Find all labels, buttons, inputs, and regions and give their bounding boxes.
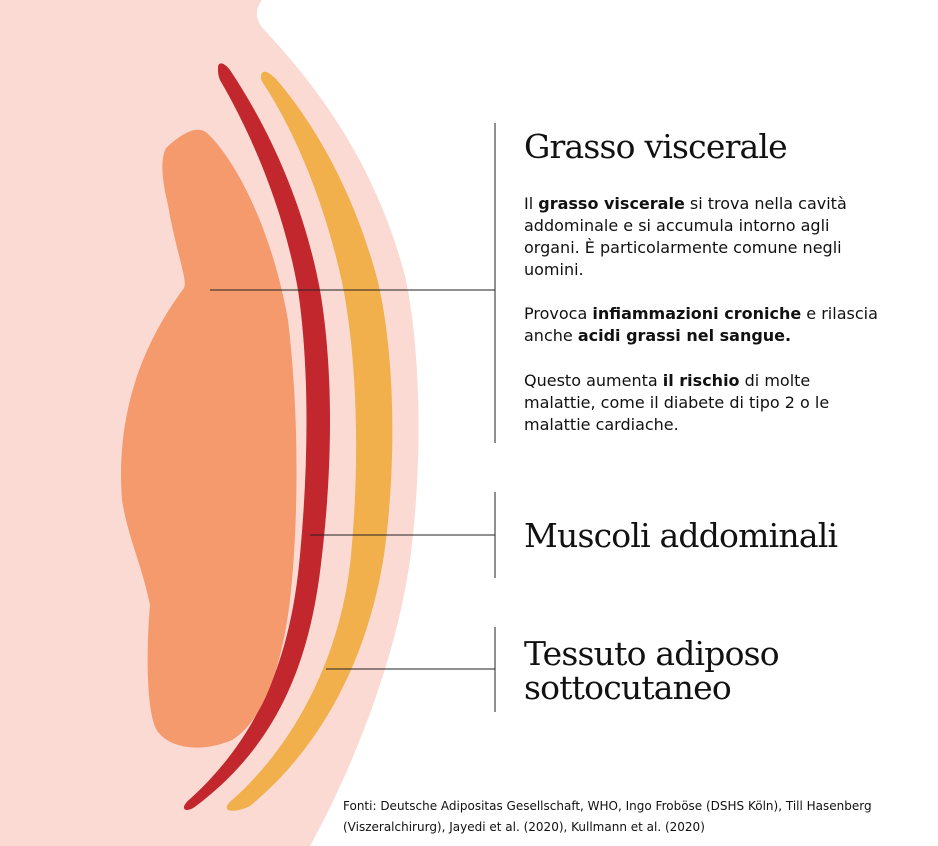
- visceral-fat-description-2: [524, 303, 884, 347]
- label-subcutaneous-fat-title: [524, 634, 779, 707]
- sources-note: Fonti: Deutsche Adipositas Gesellschaft, WHO, Ingo Froböse (DSHS Köln), Till Hasenberg (Viszeralchirurg), Jayedi et al. (2020), Kullmann et al. (2020): [343, 799, 872, 834]
- visceral-fat-description-3: [524, 370, 884, 436]
- bold-term: acidi grassi nel sangue.: [577, 326, 792, 345]
- text-run: e rilascia anche: [524, 304, 878, 345]
- text-run: di molte malattie, come il diabete di tipo 2 o le malattie cardiache.: [524, 371, 830, 434]
- title-line: Tessuto adiposo: [524, 634, 779, 673]
- bold-term: grasso viscerale: [538, 194, 685, 213]
- bold-term: infiammazioni croniche: [592, 304, 802, 323]
- title-line: sottocutaneo: [524, 668, 731, 707]
- text-run: si trova nella cavità addominale e si accumula intorno agli organi. È particolarmente comune negli uomini.: [524, 194, 847, 279]
- label-abdominal-muscles-title: Muscoli addominali: [524, 516, 838, 555]
- bold-term: il rischio: [662, 371, 740, 390]
- text-run: Provoca: [524, 304, 593, 323]
- text-run: Questo aumenta: [524, 371, 663, 390]
- visceral-fat-description-1: [524, 193, 884, 281]
- text-run: Il: [524, 194, 539, 213]
- label-visceral-fat-title: Grasso viscerale: [524, 127, 787, 166]
